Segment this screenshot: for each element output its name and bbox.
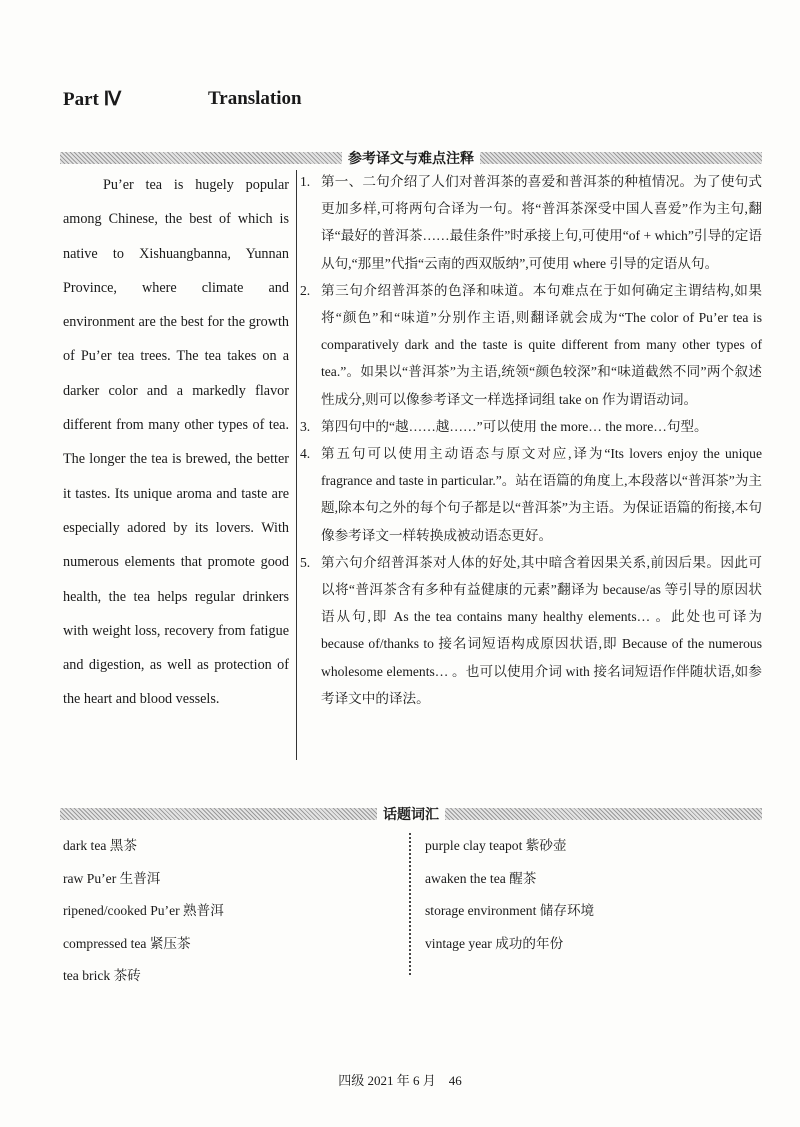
vocab-list-left (63, 830, 383, 993)
section-heading (63, 88, 302, 111)
banner-hatch-left (60, 808, 377, 820)
vocab-item: ripened/cooked Pu’er 熟普洱 (63, 903, 224, 918)
notes-list (300, 168, 762, 712)
note-number: 4. (300, 446, 311, 462)
vocab-item: storage environment 储存环境 (425, 903, 595, 918)
vocab-item: awaken the tea 醒茶 (425, 870, 537, 886)
vocab-item: dark tea 黑茶 (63, 838, 137, 853)
note-number: 3. (300, 418, 311, 434)
note-number: 1. (300, 174, 311, 189)
note-text: 第四句中的“越……越……”可以使用 the more… the more…句型。 (321, 418, 708, 434)
vocab-banner-label: 话题词汇 (383, 807, 439, 823)
note-item (300, 168, 762, 277)
note-number: 5. (300, 554, 311, 570)
vocab-item: tea brick 茶砖 (63, 968, 141, 983)
note-item (300, 413, 762, 440)
vocab-item: raw Pu’er 生普洱 (63, 870, 161, 886)
vocab-banner (60, 805, 762, 823)
note-text: 第三句介绍普洱茶的色泽和味道。本句难点在于如何确定主谓结构,如果将“颜色”和“味道”分别作主语,则翻译就会成为“The color of Pu’er tea is comparatively dark and the taste is quite different from many other types of tea.”。如果以“普洱茶”为主语,统领“颜色较深”和“味道截然不同”两个叙述性成分,则可以像参考译文一样选择词组 take on 作为谓语动词。 (321, 282, 762, 407)
vocab-item: compressed tea 紧压茶 (63, 935, 191, 951)
column-divider (296, 170, 297, 760)
banner-hatch-right (445, 808, 762, 820)
section-title: Translation (208, 88, 302, 109)
vocab-item: purple clay teapot 紫砂壶 (425, 838, 567, 853)
vocab-divider (409, 833, 411, 975)
translation-paragraph: Pu’er tea is hugely popular among Chinese, the best of which is native to Xishuangbanna, Yunnan Province, where climate and environment are the best for the growth of Pu’er tea trees. The tea takes on a darker color and a markedly flavor different from many other types of tea. The longer the tea is brewed, the better it tastes. Its unique aroma and taste are especially adored by its lovers. With numerous elements that promote good health, the tea helps regular drinkers with weight loss, recovery from fatigue and digestion, as well as protection of the heart and blood vessels. (63, 177, 289, 708)
note-item (300, 549, 762, 712)
reference-translation (63, 168, 289, 717)
banner-hatch-right (480, 152, 762, 164)
vocab-list-right (425, 830, 765, 960)
notes-banner (60, 149, 762, 167)
page-footer: 四级 2021 年 6 月 46 (338, 1073, 462, 1088)
note-item (300, 440, 762, 549)
note-item (300, 277, 762, 413)
note-number: 2. (300, 282, 311, 298)
part-number: Part Ⅳ (63, 89, 122, 110)
note-text: 第六句介绍普洱茶对人体的好处,其中暗含着因果关系,前因后果。因此可以将“普洱茶含有多种有益健康的元素”翻译为 because/as 等引导的原因状语从句,即 As the tea contains many healthy elements… 。此处也可译为 because of/thanks to 接名词短语构成原因状语,即 Because of the numerous wholesome elements… 。也可以使用介词 with 接名词短语作伴随状语,如参考译文中的译法。 (321, 554, 762, 706)
note-text: 第一、二句介绍了人们对普洱茶的喜爱和普洱茶的种植情况。为了使句式更加多样,可将两句合译为一句。将“普洱茶深受中国人喜爱”作为主句,翻译“最好的普洱茶……最佳条件”时承接上句,可使用“of + which”引导的定语从句,“那里”代指“云南的西双版纳”,可使用 where 引导的定语从句。 (321, 174, 762, 271)
banner-hatch-left (60, 152, 342, 164)
note-text: 第五句可以使用主动语态与原文对应,译为“Its lovers enjoy the unique fragrance and taste in particular.”。站在语篇的角度上,本段落以“普洱茶”为主题,除本句之外的每个句子都是以“普洱茶”为主语。为保证语篇的衔接,本句像参考译文一样转换成被动语态更好。 (321, 446, 762, 543)
vocab-item: vintage year 成功的年份 (425, 935, 564, 951)
notes-banner-label: 参考译文与难点注释 (348, 151, 474, 167)
